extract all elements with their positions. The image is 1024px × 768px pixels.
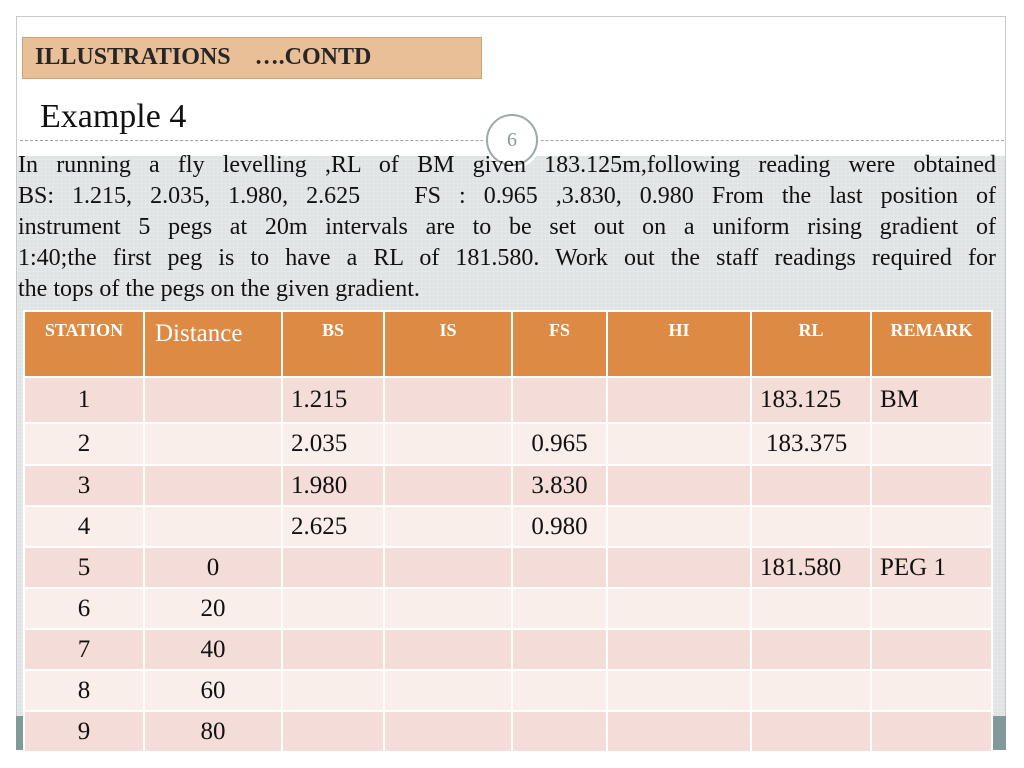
cell-bs (282, 588, 384, 629)
example-heading: Example 4 (40, 98, 187, 135)
table-row (24, 670, 992, 711)
problem-line: In running a fly levelling ,RL of BM given 183.125m,following reading were obtained (18, 152, 996, 178)
cell-remark (871, 506, 992, 547)
cell-bs (282, 547, 384, 588)
table-row (24, 711, 992, 752)
cell-distance: 40 (144, 629, 282, 670)
cell-hi (607, 629, 751, 670)
cell-is (384, 629, 512, 670)
header-fs: FS (512, 311, 607, 377)
cell-station: 7 (24, 629, 144, 670)
cell-rl (751, 506, 871, 547)
cell-station: 2 (24, 423, 144, 465)
cell-hi (607, 465, 751, 506)
header-rl: RL (751, 311, 871, 377)
cell-fs: 0.980 (512, 506, 607, 547)
header-is: IS (384, 311, 512, 377)
cell-station: 5 (24, 547, 144, 588)
problem-line: instrument 5 pegs at 20m intervals are to be set out on a uniform rising gradient of (18, 214, 996, 240)
cell-station: 3 (24, 465, 144, 506)
header-hi: HI (607, 311, 751, 377)
cell-is (384, 377, 512, 423)
table-row (24, 506, 992, 547)
cell-distance: 0 (144, 547, 282, 588)
cell-is (384, 588, 512, 629)
cell-fs (512, 629, 607, 670)
cell-rl: 181.580 (751, 547, 871, 588)
cell-bs: 1.980 (282, 465, 384, 506)
cell-is (384, 670, 512, 711)
cell-distance (144, 423, 282, 465)
header-distance: Distance (144, 311, 282, 377)
cell-hi (607, 588, 751, 629)
cell-bs: 1.215 (282, 377, 384, 423)
cell-fs (512, 377, 607, 423)
cell-fs (512, 711, 607, 752)
cell-bs: 2.625 (282, 506, 384, 547)
cell-station: 9 (24, 711, 144, 752)
cell-remark (871, 465, 992, 506)
problem-line: 1:40;the first peg is to have a RL of 181.580. Work out the staff readings required for (18, 245, 996, 271)
page-number: 6 (507, 128, 517, 151)
cell-distance (144, 506, 282, 547)
cell-is (384, 465, 512, 506)
cell-remark (871, 588, 992, 629)
cell-distance: 20 (144, 588, 282, 629)
cell-fs (512, 670, 607, 711)
slide-title (22, 37, 482, 79)
cell-is (384, 711, 512, 752)
cell-hi (607, 506, 751, 547)
cell-fs: 0.965 (512, 423, 607, 465)
cell-rl (751, 711, 871, 752)
cell-bs (282, 670, 384, 711)
cell-remark (871, 670, 992, 711)
cell-is (384, 547, 512, 588)
problem-line: the tops of the pegs on the given gradient. (18, 276, 420, 302)
cell-fs (512, 588, 607, 629)
cell-rl (751, 629, 871, 670)
table-row (24, 629, 992, 670)
levelling-table (23, 310, 993, 753)
cell-remark (871, 629, 992, 670)
cell-distance (144, 377, 282, 423)
cell-distance: 60 (144, 670, 282, 711)
problem-line: BS: 1.215, 2.035, 1.980, 2.625 FS : 0.965 ,3.830, 0.980 From the last position of (18, 183, 996, 209)
cell-rl: 183.375 (751, 423, 871, 465)
cell-remark (871, 423, 992, 465)
cell-bs: 2.035 (282, 423, 384, 465)
slide-title-text: ILLUSTRATIONS ….CONTD (35, 44, 372, 70)
header-station: STATION (24, 311, 144, 377)
cell-station: 4 (24, 506, 144, 547)
cell-hi (607, 711, 751, 752)
cell-hi (607, 547, 751, 588)
cell-remark: BM (871, 377, 992, 423)
cell-is (384, 423, 512, 465)
cell-hi (607, 377, 751, 423)
cell-station: 1 (24, 377, 144, 423)
header-remark: REMARK (871, 311, 992, 377)
table-row (24, 377, 992, 423)
cell-rl (751, 588, 871, 629)
cell-distance (144, 465, 282, 506)
cell-rl (751, 465, 871, 506)
cell-bs (282, 629, 384, 670)
header-bs: BS (282, 311, 384, 377)
table-header-row (24, 311, 992, 377)
cell-rl (751, 670, 871, 711)
table-row (24, 547, 992, 588)
cell-fs: 3.830 (512, 465, 607, 506)
cell-rl: 183.125 (751, 377, 871, 423)
table-row (24, 588, 992, 629)
cell-distance: 80 (144, 711, 282, 752)
cell-is (384, 506, 512, 547)
cell-remark (871, 711, 992, 752)
table-row (24, 465, 992, 506)
cell-fs (512, 547, 607, 588)
cell-remark: PEG 1 (871, 547, 992, 588)
problem-statement (18, 150, 996, 305)
table-row (24, 423, 992, 465)
cell-hi (607, 423, 751, 465)
cell-station: 6 (24, 588, 144, 629)
cell-hi (607, 670, 751, 711)
cell-bs (282, 711, 384, 752)
cell-station: 8 (24, 670, 144, 711)
